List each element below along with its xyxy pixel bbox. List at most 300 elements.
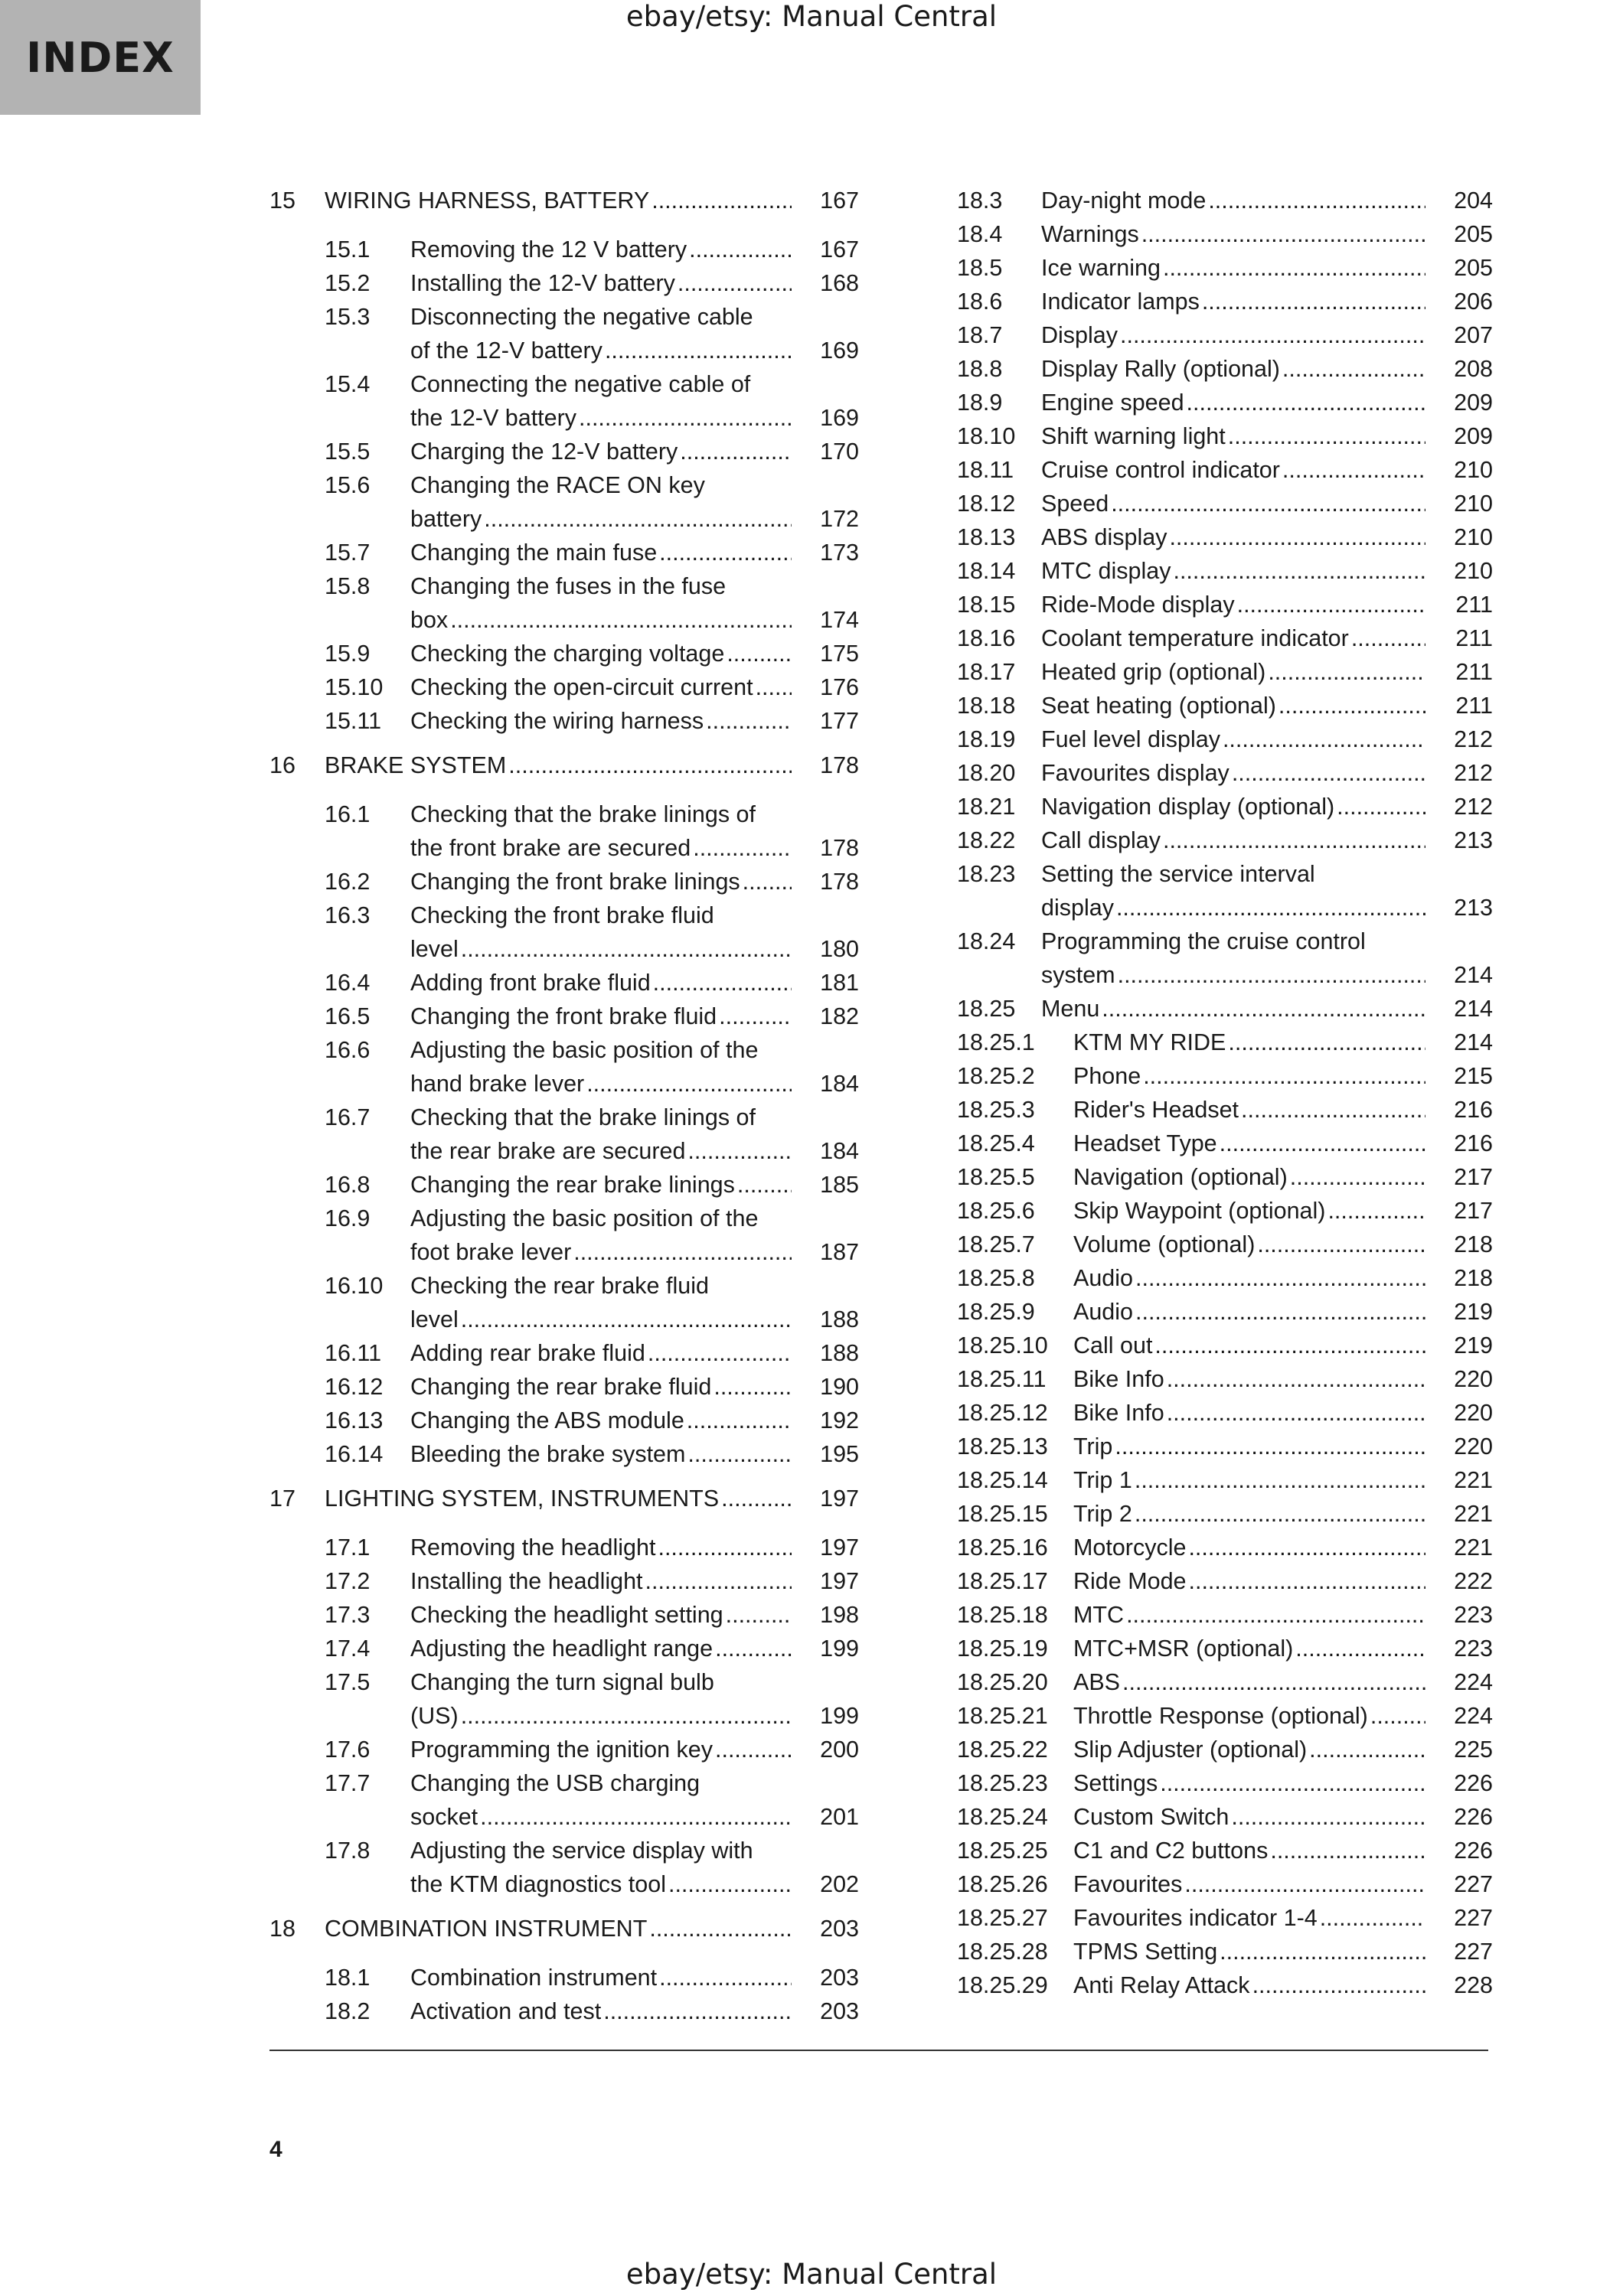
entry-title: Ride-Mode display xyxy=(1041,592,1235,618)
entry-number: 16.2 xyxy=(325,869,371,895)
dot-leader xyxy=(1228,419,1425,453)
entry-title: Setting the service interval xyxy=(1041,861,1315,887)
entry-number: 18.7 xyxy=(957,322,1003,348)
entry-number: 18.10 xyxy=(957,423,1016,449)
entry-title: Seat heating (optional) xyxy=(1041,693,1276,719)
entry-number: 17.7 xyxy=(325,1770,371,1796)
entry-title: ABS xyxy=(1073,1669,1121,1695)
toc-entry[interactable] xyxy=(269,266,859,300)
entry-number: 18.17 xyxy=(957,659,1016,685)
entry-number: 15.2 xyxy=(325,270,371,296)
entry-page-number: 192 xyxy=(820,1407,859,1433)
toc-entry[interactable] xyxy=(269,1437,859,1471)
entry-page-number: 201 xyxy=(820,1804,859,1830)
entry-title: Adjusting the headlight range xyxy=(410,1636,714,1662)
toc-entry[interactable] xyxy=(957,655,1493,689)
entry-title: Checking the front brake fluid xyxy=(410,902,714,928)
toc-entry[interactable] xyxy=(269,1000,859,1033)
entry-page-number: 187 xyxy=(820,1239,859,1265)
entry-page-number: 167 xyxy=(820,188,859,214)
toc-entry[interactable] xyxy=(269,1033,859,1101)
toc-entry[interactable] xyxy=(269,367,859,435)
dot-leader xyxy=(719,1000,792,1033)
dot-leader xyxy=(450,603,792,637)
entry-number: 18.25.12 xyxy=(957,1400,1048,1426)
toc-entry[interactable] xyxy=(269,1632,859,1665)
entry-number: 17.5 xyxy=(325,1669,371,1695)
entry-title: Programming the ignition key xyxy=(410,1737,713,1763)
toc-entry[interactable] xyxy=(269,704,859,738)
dot-leader xyxy=(645,1564,792,1598)
toc-entry[interactable] xyxy=(269,1961,859,1994)
toc-entry[interactable] xyxy=(269,637,859,670)
toc-entry[interactable] xyxy=(269,1834,859,1901)
entry-number: 17.1 xyxy=(325,1534,371,1561)
dot-leader xyxy=(579,401,792,435)
entry-title: Checking that the brake linings of xyxy=(410,801,756,827)
page-number: 4 xyxy=(269,2137,282,2162)
dot-leader xyxy=(693,831,792,865)
toc-entry[interactable] xyxy=(957,1733,1493,1766)
toc-entry[interactable] xyxy=(957,352,1493,386)
entry-page-number: 211 xyxy=(1455,625,1493,651)
entry-page-number: 178 xyxy=(820,869,859,895)
entry-title: Changing the ABS module xyxy=(410,1407,684,1433)
toc-right-column xyxy=(957,184,1493,2002)
entry-page-number: 219 xyxy=(1454,1299,1493,1325)
entry-page-number: 206 xyxy=(1454,289,1493,315)
entry-title: Menu xyxy=(1041,996,1100,1022)
entry-number: 18.14 xyxy=(957,558,1016,584)
dot-leader xyxy=(1135,1463,1425,1497)
toc-entry[interactable] xyxy=(269,536,859,569)
toc-entry[interactable] xyxy=(957,1901,1493,1935)
dot-leader xyxy=(1278,689,1425,722)
entry-number: 18.25.3 xyxy=(957,1097,1035,1123)
entry-title: Checking the wiring harness xyxy=(410,708,704,734)
entry-number: 18.25.15 xyxy=(957,1501,1048,1527)
entry-title: Adding front brake fluid xyxy=(410,970,651,996)
dot-leader xyxy=(1337,790,1425,823)
bottom-watermark: ebay/etsy: Manual Central xyxy=(625,2258,998,2291)
entry-page-number: 203 xyxy=(820,1916,859,1942)
entry-title: Changing the RACE ON key xyxy=(410,472,705,498)
entry-title: ABS display xyxy=(1041,524,1167,550)
entry-title: Navigation (optional) xyxy=(1073,1164,1288,1190)
entry-page-number: 212 xyxy=(1454,726,1493,752)
toc-entry[interactable] xyxy=(957,217,1493,251)
toc-entry[interactable] xyxy=(957,1430,1493,1463)
entry-title: Slip Adjuster (optional) xyxy=(1073,1737,1308,1763)
dot-leader xyxy=(737,1168,792,1202)
entry-number: 18.15 xyxy=(957,592,1016,618)
entry-title: Audio xyxy=(1073,1299,1134,1325)
toc-entry[interactable] xyxy=(269,435,859,468)
dot-leader xyxy=(480,1800,792,1834)
entry-page-number: 197 xyxy=(820,1486,859,1512)
entry-page-number: 210 xyxy=(1454,558,1493,584)
entry-title: level xyxy=(410,1306,459,1332)
entry-title: system xyxy=(1041,962,1115,988)
toc-entry[interactable] xyxy=(957,1766,1493,1800)
entry-number: 18.25.18 xyxy=(957,1602,1048,1628)
entry-number: 18.23 xyxy=(957,861,1016,887)
toc-entry[interactable] xyxy=(269,1564,859,1598)
toc-entry[interactable] xyxy=(269,1665,859,1733)
toc-entry[interactable] xyxy=(957,823,1493,857)
toc-entry[interactable] xyxy=(269,300,859,367)
dot-leader xyxy=(743,865,792,899)
entry-number: 18.5 xyxy=(957,255,1003,281)
entry-page-number: 181 xyxy=(820,970,859,996)
toc-entry[interactable] xyxy=(957,251,1493,285)
entry-title: box xyxy=(410,607,449,633)
toc-entry[interactable] xyxy=(269,1202,859,1269)
toc-entry[interactable] xyxy=(957,857,1493,925)
entry-title: Disconnecting the negative cable xyxy=(410,304,753,330)
toc-entry[interactable] xyxy=(957,588,1493,621)
toc-entry[interactable] xyxy=(269,1370,859,1404)
entry-number: 15.10 xyxy=(325,674,384,700)
entry-title: LIGHTING SYSTEM, INSTRUMENTS xyxy=(325,1486,720,1512)
entry-page-number: 197 xyxy=(820,1534,859,1561)
entry-number: 18.25.26 xyxy=(957,1871,1048,1897)
entry-title: Favourites display xyxy=(1041,760,1229,786)
toc-entry[interactable] xyxy=(957,1396,1493,1430)
entry-title: Connecting the negative cable of xyxy=(410,371,751,397)
entry-title: foot brake lever xyxy=(410,1239,572,1265)
entry-page-number: 208 xyxy=(1454,356,1493,382)
dot-leader xyxy=(689,233,792,266)
entry-number: 18.25 xyxy=(957,996,1016,1022)
dot-leader xyxy=(484,502,792,536)
dot-leader xyxy=(1231,1800,1425,1834)
entry-title: (US) xyxy=(410,1703,459,1729)
entry-title: Trip xyxy=(1073,1433,1113,1459)
dot-leader xyxy=(1126,1598,1425,1632)
entry-title: Bike Info xyxy=(1073,1400,1164,1426)
dot-leader xyxy=(659,1961,792,1994)
entry-number: 18 xyxy=(269,1916,296,1942)
toc-entry[interactable] xyxy=(957,1329,1493,1362)
entry-page-number: 216 xyxy=(1454,1097,1493,1123)
entry-page-number: 211 xyxy=(1455,659,1493,685)
entry-number: 18.25.10 xyxy=(957,1332,1048,1358)
entry-page-number: 212 xyxy=(1454,760,1493,786)
entry-title: Bleeding the brake system xyxy=(410,1441,686,1467)
entry-number: 18.12 xyxy=(957,491,1016,517)
toc-entry[interactable] xyxy=(269,670,859,704)
entry-number: 17.4 xyxy=(325,1636,371,1662)
toc-entry[interactable] xyxy=(957,992,1493,1026)
entry-page-number: 218 xyxy=(1454,1265,1493,1291)
toc-entry[interactable] xyxy=(269,1101,859,1168)
entry-title: MTC display xyxy=(1041,558,1171,584)
entry-number: 15.3 xyxy=(325,304,371,330)
entry-page-number: 184 xyxy=(820,1071,859,1097)
entry-page-number: 199 xyxy=(820,1703,859,1729)
toc-entry[interactable] xyxy=(957,1665,1493,1699)
entry-page-number: 221 xyxy=(1454,1467,1493,1493)
entry-page-number: 226 xyxy=(1454,1770,1493,1796)
toc-entry[interactable] xyxy=(957,453,1493,487)
entry-title: Call display xyxy=(1041,827,1161,853)
entry-page-number: 214 xyxy=(1454,962,1493,988)
dot-leader xyxy=(687,1437,792,1471)
toc-entry[interactable] xyxy=(957,925,1493,992)
entry-page-number: 223 xyxy=(1454,1636,1493,1662)
entry-title: Motorcycle xyxy=(1073,1534,1187,1561)
entry-title: Installing the headlight xyxy=(410,1568,643,1594)
entry-number: 18.25.8 xyxy=(957,1265,1035,1291)
section-list xyxy=(269,1961,859,2028)
toc-entry[interactable] xyxy=(957,520,1493,554)
entry-page-number: 203 xyxy=(820,1998,859,2024)
toc-entry[interactable] xyxy=(957,1800,1493,1834)
entry-title: Speed xyxy=(1041,491,1109,517)
entry-page-number: 210 xyxy=(1454,491,1493,517)
toc-entry[interactable] xyxy=(269,569,859,637)
dot-leader xyxy=(1228,1026,1425,1059)
entry-title: Changing the USB charging xyxy=(410,1770,700,1796)
toc-entry[interactable] xyxy=(269,468,859,536)
toc-entry[interactable] xyxy=(957,1362,1493,1396)
toc-entry[interactable] xyxy=(957,318,1493,352)
entry-number: 16.14 xyxy=(325,1441,384,1467)
entry-page-number: 197 xyxy=(820,1568,859,1594)
dot-leader xyxy=(659,536,792,569)
toc-entry[interactable] xyxy=(269,1531,859,1564)
toc-entry[interactable] xyxy=(269,1912,859,1945)
dot-leader xyxy=(1220,1935,1425,1968)
dot-leader xyxy=(1268,655,1425,689)
entry-number: 18.16 xyxy=(957,625,1016,651)
entry-title: hand brake lever xyxy=(410,1071,585,1097)
toc-entry[interactable] xyxy=(957,1497,1493,1531)
entry-page-number: 202 xyxy=(820,1871,859,1897)
dot-leader xyxy=(756,670,792,704)
toc-entry[interactable] xyxy=(269,1168,859,1202)
entry-title: Heated grip (optional) xyxy=(1041,659,1266,685)
entry-title: Favourites indicator 1-4 xyxy=(1073,1905,1318,1931)
toc-entry[interactable] xyxy=(957,1699,1493,1733)
toc-entry[interactable] xyxy=(269,966,859,1000)
entry-page-number: 207 xyxy=(1454,322,1493,348)
dot-leader xyxy=(1173,554,1425,588)
toc-entry[interactable] xyxy=(269,1269,859,1336)
toc-entry[interactable] xyxy=(957,1564,1493,1598)
toc-entry[interactable] xyxy=(269,865,859,899)
dot-leader xyxy=(727,637,792,670)
toc-entry[interactable] xyxy=(269,1404,859,1437)
toc-entry[interactable] xyxy=(957,1228,1493,1261)
toc-entry[interactable] xyxy=(957,386,1493,419)
entry-title: Audio xyxy=(1073,1265,1134,1291)
toc-entry[interactable] xyxy=(957,487,1493,520)
entry-title: battery xyxy=(410,506,482,532)
entry-page-number: 205 xyxy=(1454,255,1493,281)
entry-title: Warnings xyxy=(1041,221,1139,247)
entry-page-number: 176 xyxy=(820,674,859,700)
dot-leader xyxy=(573,1235,792,1269)
toc-entry[interactable] xyxy=(269,1766,859,1834)
toc-entry[interactable] xyxy=(269,1598,859,1632)
toc-entry[interactable] xyxy=(269,1336,859,1370)
entry-page-number: 190 xyxy=(820,1374,859,1400)
toc-entry[interactable] xyxy=(957,1059,1493,1093)
dot-leader xyxy=(1135,1261,1425,1295)
dot-leader xyxy=(1163,251,1425,285)
toc-entry[interactable] xyxy=(957,621,1493,655)
entry-page-number: 225 xyxy=(1454,1737,1493,1763)
index-tab[interactable]: INDEX xyxy=(0,0,201,115)
toc-entry[interactable] xyxy=(957,722,1493,756)
entry-page-number: 167 xyxy=(820,236,859,263)
toc-entry[interactable] xyxy=(957,1093,1493,1127)
entry-title: Changing the front brake fluid xyxy=(410,1003,717,1029)
toc-entry[interactable] xyxy=(269,1994,859,2028)
footer-divider xyxy=(269,2050,1488,2051)
toc-entry[interactable] xyxy=(957,1194,1493,1228)
entry-title: Ride Mode xyxy=(1073,1568,1187,1594)
entry-number: 18.25.17 xyxy=(957,1568,1048,1594)
toc-entry[interactable] xyxy=(957,1127,1493,1160)
toc-entry[interactable] xyxy=(957,419,1493,453)
entry-title: Skip Waypoint (optional) xyxy=(1073,1198,1326,1224)
dot-leader xyxy=(1220,1127,1425,1160)
dot-leader xyxy=(668,1867,792,1901)
toc-entry[interactable] xyxy=(957,1968,1493,2002)
dot-leader xyxy=(1270,1834,1425,1867)
dot-leader xyxy=(605,334,792,367)
dot-leader xyxy=(1241,1093,1425,1127)
entry-page-number: 224 xyxy=(1454,1669,1493,1695)
entry-page-number: 228 xyxy=(1454,1972,1493,1998)
entry-number: 18.13 xyxy=(957,524,1016,550)
dot-leader xyxy=(1295,1632,1425,1665)
entry-number: 18.25.4 xyxy=(957,1130,1035,1156)
entry-page-number: 211 xyxy=(1455,693,1493,719)
dot-leader xyxy=(1135,1295,1425,1329)
entry-page-number: 205 xyxy=(1454,221,1493,247)
entry-number: 18.25.13 xyxy=(957,1433,1048,1459)
entry-number: 18.25.25 xyxy=(957,1838,1048,1864)
dot-leader xyxy=(1154,1329,1425,1362)
toc-entry[interactable] xyxy=(269,797,859,865)
entry-number: 18.25.22 xyxy=(957,1737,1048,1763)
dot-leader xyxy=(1232,756,1425,790)
dot-leader xyxy=(726,1598,792,1632)
entry-page-number: 217 xyxy=(1454,1164,1493,1190)
entry-page-number: 188 xyxy=(820,1306,859,1332)
toc-entry[interactable] xyxy=(957,1632,1493,1665)
toc-entry[interactable] xyxy=(957,285,1493,318)
dot-leader xyxy=(648,1336,792,1370)
entry-number: 15.11 xyxy=(325,708,382,734)
toc-entry[interactable] xyxy=(957,1463,1493,1497)
entry-title: Rider's Headset xyxy=(1073,1097,1239,1123)
entry-title: Volume (optional) xyxy=(1073,1231,1256,1257)
toc-entry[interactable] xyxy=(269,748,859,782)
entry-title: Changing the fuses in the fuse xyxy=(410,573,727,599)
entry-title: the front brake are secured xyxy=(410,835,691,861)
dot-leader xyxy=(1351,621,1425,655)
entry-number: 16.8 xyxy=(325,1172,371,1198)
entry-number: 16.9 xyxy=(325,1205,371,1231)
entry-page-number: 178 xyxy=(820,752,859,778)
entry-title: Favourites xyxy=(1073,1871,1183,1897)
dot-leader xyxy=(1160,1766,1425,1800)
dot-leader xyxy=(1111,487,1425,520)
entry-page-number: 172 xyxy=(820,506,859,532)
entry-title: Cruise control indicator xyxy=(1041,457,1280,483)
entry-title: Checking the open-circuit current xyxy=(410,674,753,700)
entry-page-number: 226 xyxy=(1454,1838,1493,1864)
entry-number: 18.21 xyxy=(957,794,1016,820)
entry-page-number: 214 xyxy=(1454,996,1493,1022)
entry-number: 16.7 xyxy=(325,1104,371,1130)
toc-entry[interactable] xyxy=(957,1295,1493,1329)
entry-number: 18.25.16 xyxy=(957,1534,1048,1561)
dot-leader xyxy=(586,1067,792,1101)
toc-entry[interactable] xyxy=(957,1026,1493,1059)
dot-leader xyxy=(1370,1699,1425,1733)
toc-entry[interactable] xyxy=(269,899,859,966)
toc-entry[interactable] xyxy=(957,689,1493,722)
toc-entry[interactable] xyxy=(957,790,1493,823)
entry-title: Programming the cruise control xyxy=(1041,928,1366,954)
toc-entry[interactable] xyxy=(957,554,1493,588)
entry-number: 18.25.23 xyxy=(957,1770,1048,1796)
entry-number: 18.25.21 xyxy=(957,1703,1048,1729)
dot-leader xyxy=(461,1699,792,1733)
dot-leader xyxy=(1167,1396,1425,1430)
dot-leader xyxy=(1167,1362,1425,1396)
entry-number: 18.3 xyxy=(957,188,1003,214)
entry-number: 17 xyxy=(269,1486,296,1512)
entry-title: Custom Switch xyxy=(1073,1804,1229,1830)
toc-entry[interactable] xyxy=(957,1834,1493,1867)
dot-leader xyxy=(1188,1531,1425,1564)
dot-leader xyxy=(1187,386,1425,419)
entry-page-number: 221 xyxy=(1454,1534,1493,1561)
toc-entry[interactable] xyxy=(957,1261,1493,1295)
toc-entry[interactable] xyxy=(269,184,859,217)
entry-number: 16.6 xyxy=(325,1037,371,1063)
entry-number: 18.25.1 xyxy=(957,1029,1035,1055)
toc-entry[interactable] xyxy=(957,1935,1493,1968)
toc-entry[interactable] xyxy=(269,233,859,266)
entry-title: Removing the 12 V battery xyxy=(410,236,687,263)
entry-number: 18.25.24 xyxy=(957,1804,1048,1830)
entry-title: Phone xyxy=(1073,1063,1141,1089)
toc-entry[interactable] xyxy=(957,184,1493,217)
toc-entry[interactable] xyxy=(957,1598,1493,1632)
toc-entry[interactable] xyxy=(269,1733,859,1766)
toc-entry[interactable] xyxy=(957,1531,1493,1564)
toc-entry[interactable] xyxy=(957,1160,1493,1194)
toc-entry[interactable] xyxy=(269,1482,859,1515)
toc-entry[interactable] xyxy=(957,1867,1493,1901)
entry-page-number: 168 xyxy=(820,270,859,296)
entry-title: Fuel level display xyxy=(1041,726,1220,752)
dot-leader xyxy=(1122,1665,1425,1699)
entry-number: 15.8 xyxy=(325,573,371,599)
entry-title: of the 12-V battery xyxy=(410,338,603,364)
dot-leader xyxy=(1257,1228,1425,1261)
dot-leader xyxy=(1143,1059,1425,1093)
toc-entry[interactable] xyxy=(957,756,1493,790)
